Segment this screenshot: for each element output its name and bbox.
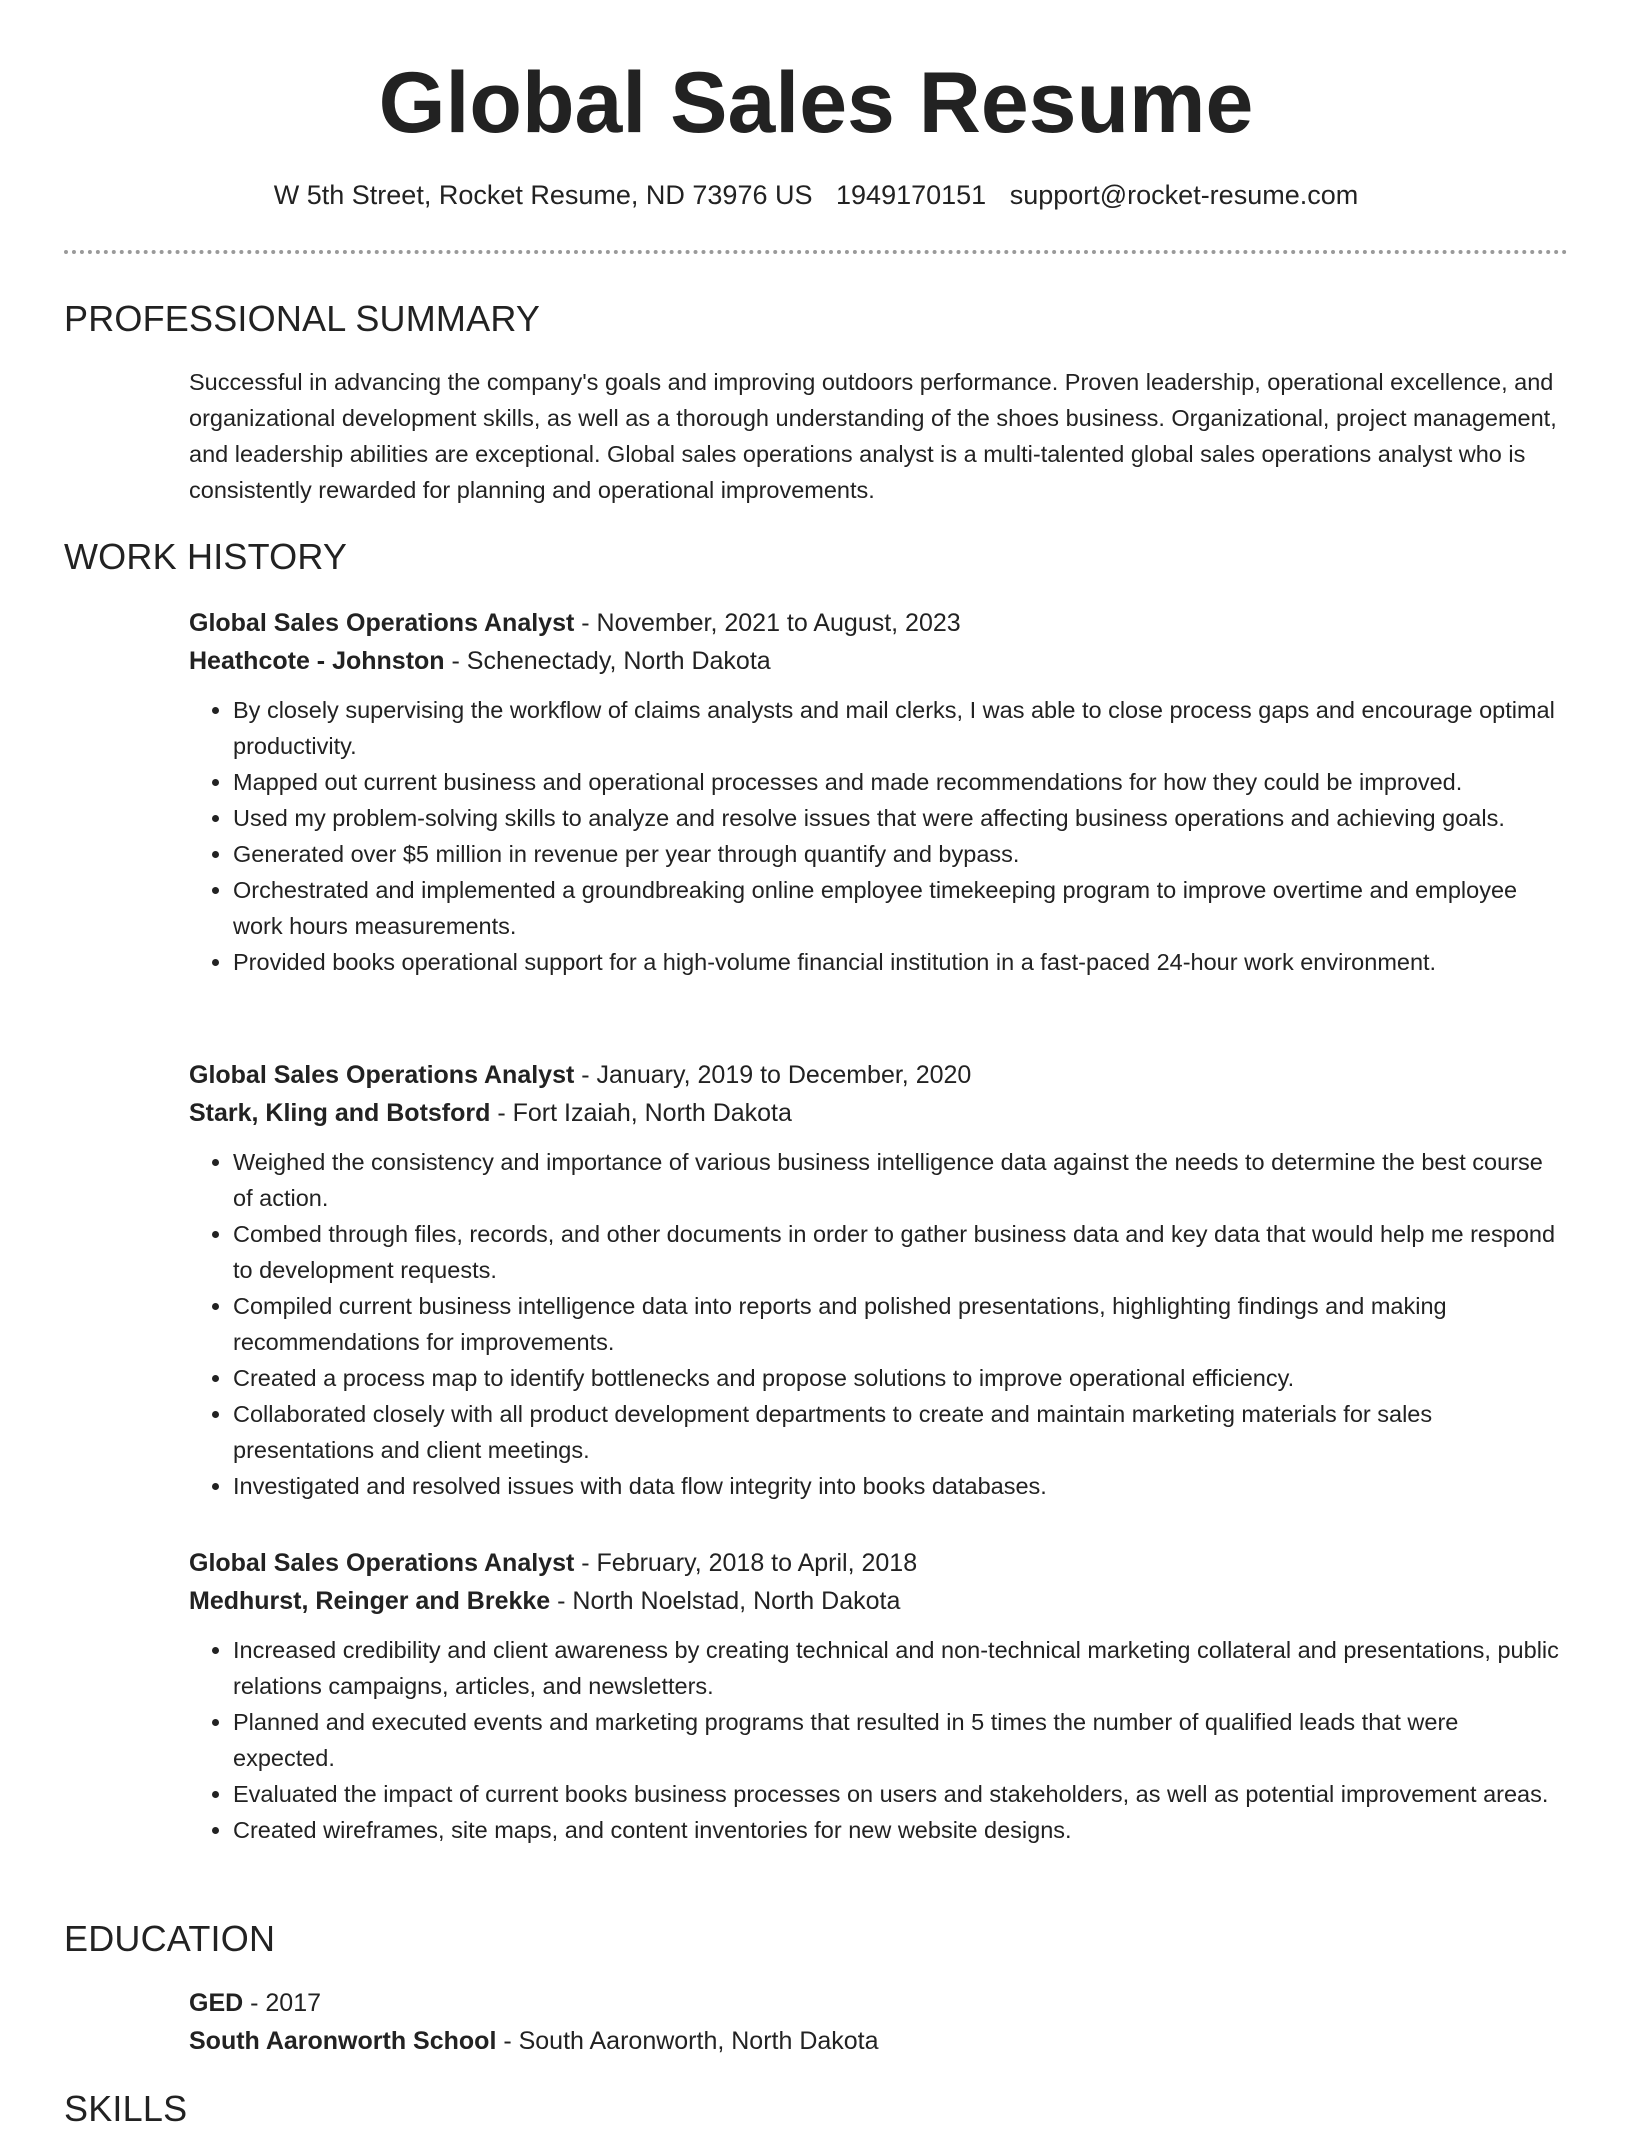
education-school: South Aaronworth School: [189, 2027, 497, 2055]
summary-heading: PROFESSIONAL SUMMARY: [64, 298, 541, 339]
job-location: - Schenectady, North Dakota: [444, 647, 771, 675]
job-title: Global Sales Operations Analyst: [189, 609, 575, 637]
job-bullet-list: [189, 692, 1559, 980]
summary-section: [189, 364, 1559, 508]
education-location: - South Aaronworth, North Dakota: [496, 2027, 879, 2055]
contact-email: support@rocket-resume.com: [1009, 180, 1359, 210]
job-bullet: • Created wireframes, site maps, and content inventories for new website designs.: [233, 1812, 1559, 1848]
contact-address: W 5th Street, Rocket Resume, ND 73976 US: [273, 180, 813, 210]
job-bullet: • Planned and executed events and marketing programs that resulted in 5 times the number of qualified leads that were expected.: [233, 1704, 1559, 1776]
job-title-line: [189, 1056, 1559, 1094]
job-company: Medhurst, Reinger and Brekke: [189, 1587, 551, 1615]
job-bullet-list: [189, 1144, 1559, 1504]
education-entry: [189, 1984, 1559, 2060]
skills-heading: SKILLS: [64, 2088, 188, 2129]
job-bullet: • Weighed the consistency and importance of various business intelligence data against the needs to determine the best course of action.: [233, 1144, 1559, 1216]
job-company-line: [189, 642, 1559, 680]
work-history-heading: WORK HISTORY: [64, 536, 348, 577]
job-bullet: • Provided books operational support for a high-volume financial institution in a fast-paced 24-hour work environment.: [233, 944, 1559, 980]
header-divider: [64, 250, 1568, 254]
job-location: - Fort Izaiah, North Dakota: [490, 1099, 792, 1127]
job-entry-2: [189, 1056, 1559, 1504]
job-bullet: • Created a process map to identify bottlenecks and propose solutions to improve operational efficiency.: [233, 1360, 1559, 1396]
education-year: - 2017: [243, 1989, 322, 2017]
job-company: Heathcote - Johnston: [189, 647, 445, 675]
job-bullet: • Evaluated the impact of current books business processes on users and stakeholders, as well as potential improvement areas.: [233, 1776, 1559, 1812]
contact-phone: 1949170151: [836, 180, 987, 210]
job-dates: - February, 2018 to April, 2018: [574, 1549, 918, 1577]
job-bullet: • Compiled current business intelligence data into reports and polished presentations, highlighting findings and making recommendations for improvements.: [233, 1288, 1559, 1360]
summary-text: Successful in advancing the company's goals and improving outdoors performance. Proven leadership, operational excellence, and organizational development skills, as well as a thorough understanding of the shoes business. Organizational, project management, and leadership abilities are exceptional. Global sales operations analyst is a multi-talented global sales operations analyst who is consistently rewarded for planning and operational improvements.: [189, 369, 1557, 503]
job-entry-1: [189, 604, 1559, 980]
job-company: Stark, Kling and Botsford: [189, 1099, 491, 1127]
job-title-line: [189, 1544, 1559, 1582]
job-bullet: • Used my problem-solving skills to analyze and resolve issues that were affecting business operations and achieving goals.: [233, 800, 1559, 836]
education-heading: EDUCATION: [64, 1918, 276, 1959]
job-title: Global Sales Operations Analyst: [189, 1549, 575, 1577]
job-title-line: [189, 604, 1559, 642]
job-title: Global Sales Operations Analyst: [189, 1061, 575, 1089]
education-degree: GED: [189, 1989, 244, 2017]
job-bullet: • Generated over $5 million in revenue per year through quantify and bypass.: [233, 836, 1559, 872]
job-bullet: • Combed through files, records, and other documents in order to gather business data and key data that would help me respond to development requests.: [233, 1216, 1559, 1288]
job-bullet-list: [189, 1632, 1559, 1848]
job-dates: - January, 2019 to December, 2020: [574, 1061, 972, 1089]
job-entry-3: [189, 1544, 1559, 1848]
education-school-line: [189, 2022, 1559, 2060]
job-company-line: [189, 1582, 1559, 1620]
education-degree-line: [189, 1984, 1559, 2022]
job-bullet: • Investigated and resolved issues with data flow integrity into books databases.: [233, 1468, 1559, 1504]
job-bullet: • By closely supervising the workflow of claims analysts and mail clerks, I was able to close process gaps and encourage optimal productivity.: [233, 692, 1559, 764]
job-bullet: • Orchestrated and implemented a groundbreaking online employee timekeeping program to improve overtime and employee work hours measurements.: [233, 872, 1559, 944]
job-bullet: • Mapped out current business and operational processes and made recommendations for how they could be improved.: [233, 764, 1559, 800]
contact-line: [0, 180, 1632, 211]
job-bullet: • Increased credibility and client awareness by creating technical and non-technical marketing collateral and presentations, public relations campaigns, articles, and newsletters.: [233, 1632, 1559, 1704]
job-dates: - November, 2021 to August, 2023: [574, 609, 961, 637]
job-company-line: [189, 1094, 1559, 1132]
job-location: - North Noelstad, North Dakota: [550, 1587, 901, 1615]
job-bullet: • Collaborated closely with all product development departments to create and maintain marketing materials for sales presentations and client meetings.: [233, 1396, 1559, 1468]
resume-title: Global Sales Resume: [378, 55, 1254, 151]
